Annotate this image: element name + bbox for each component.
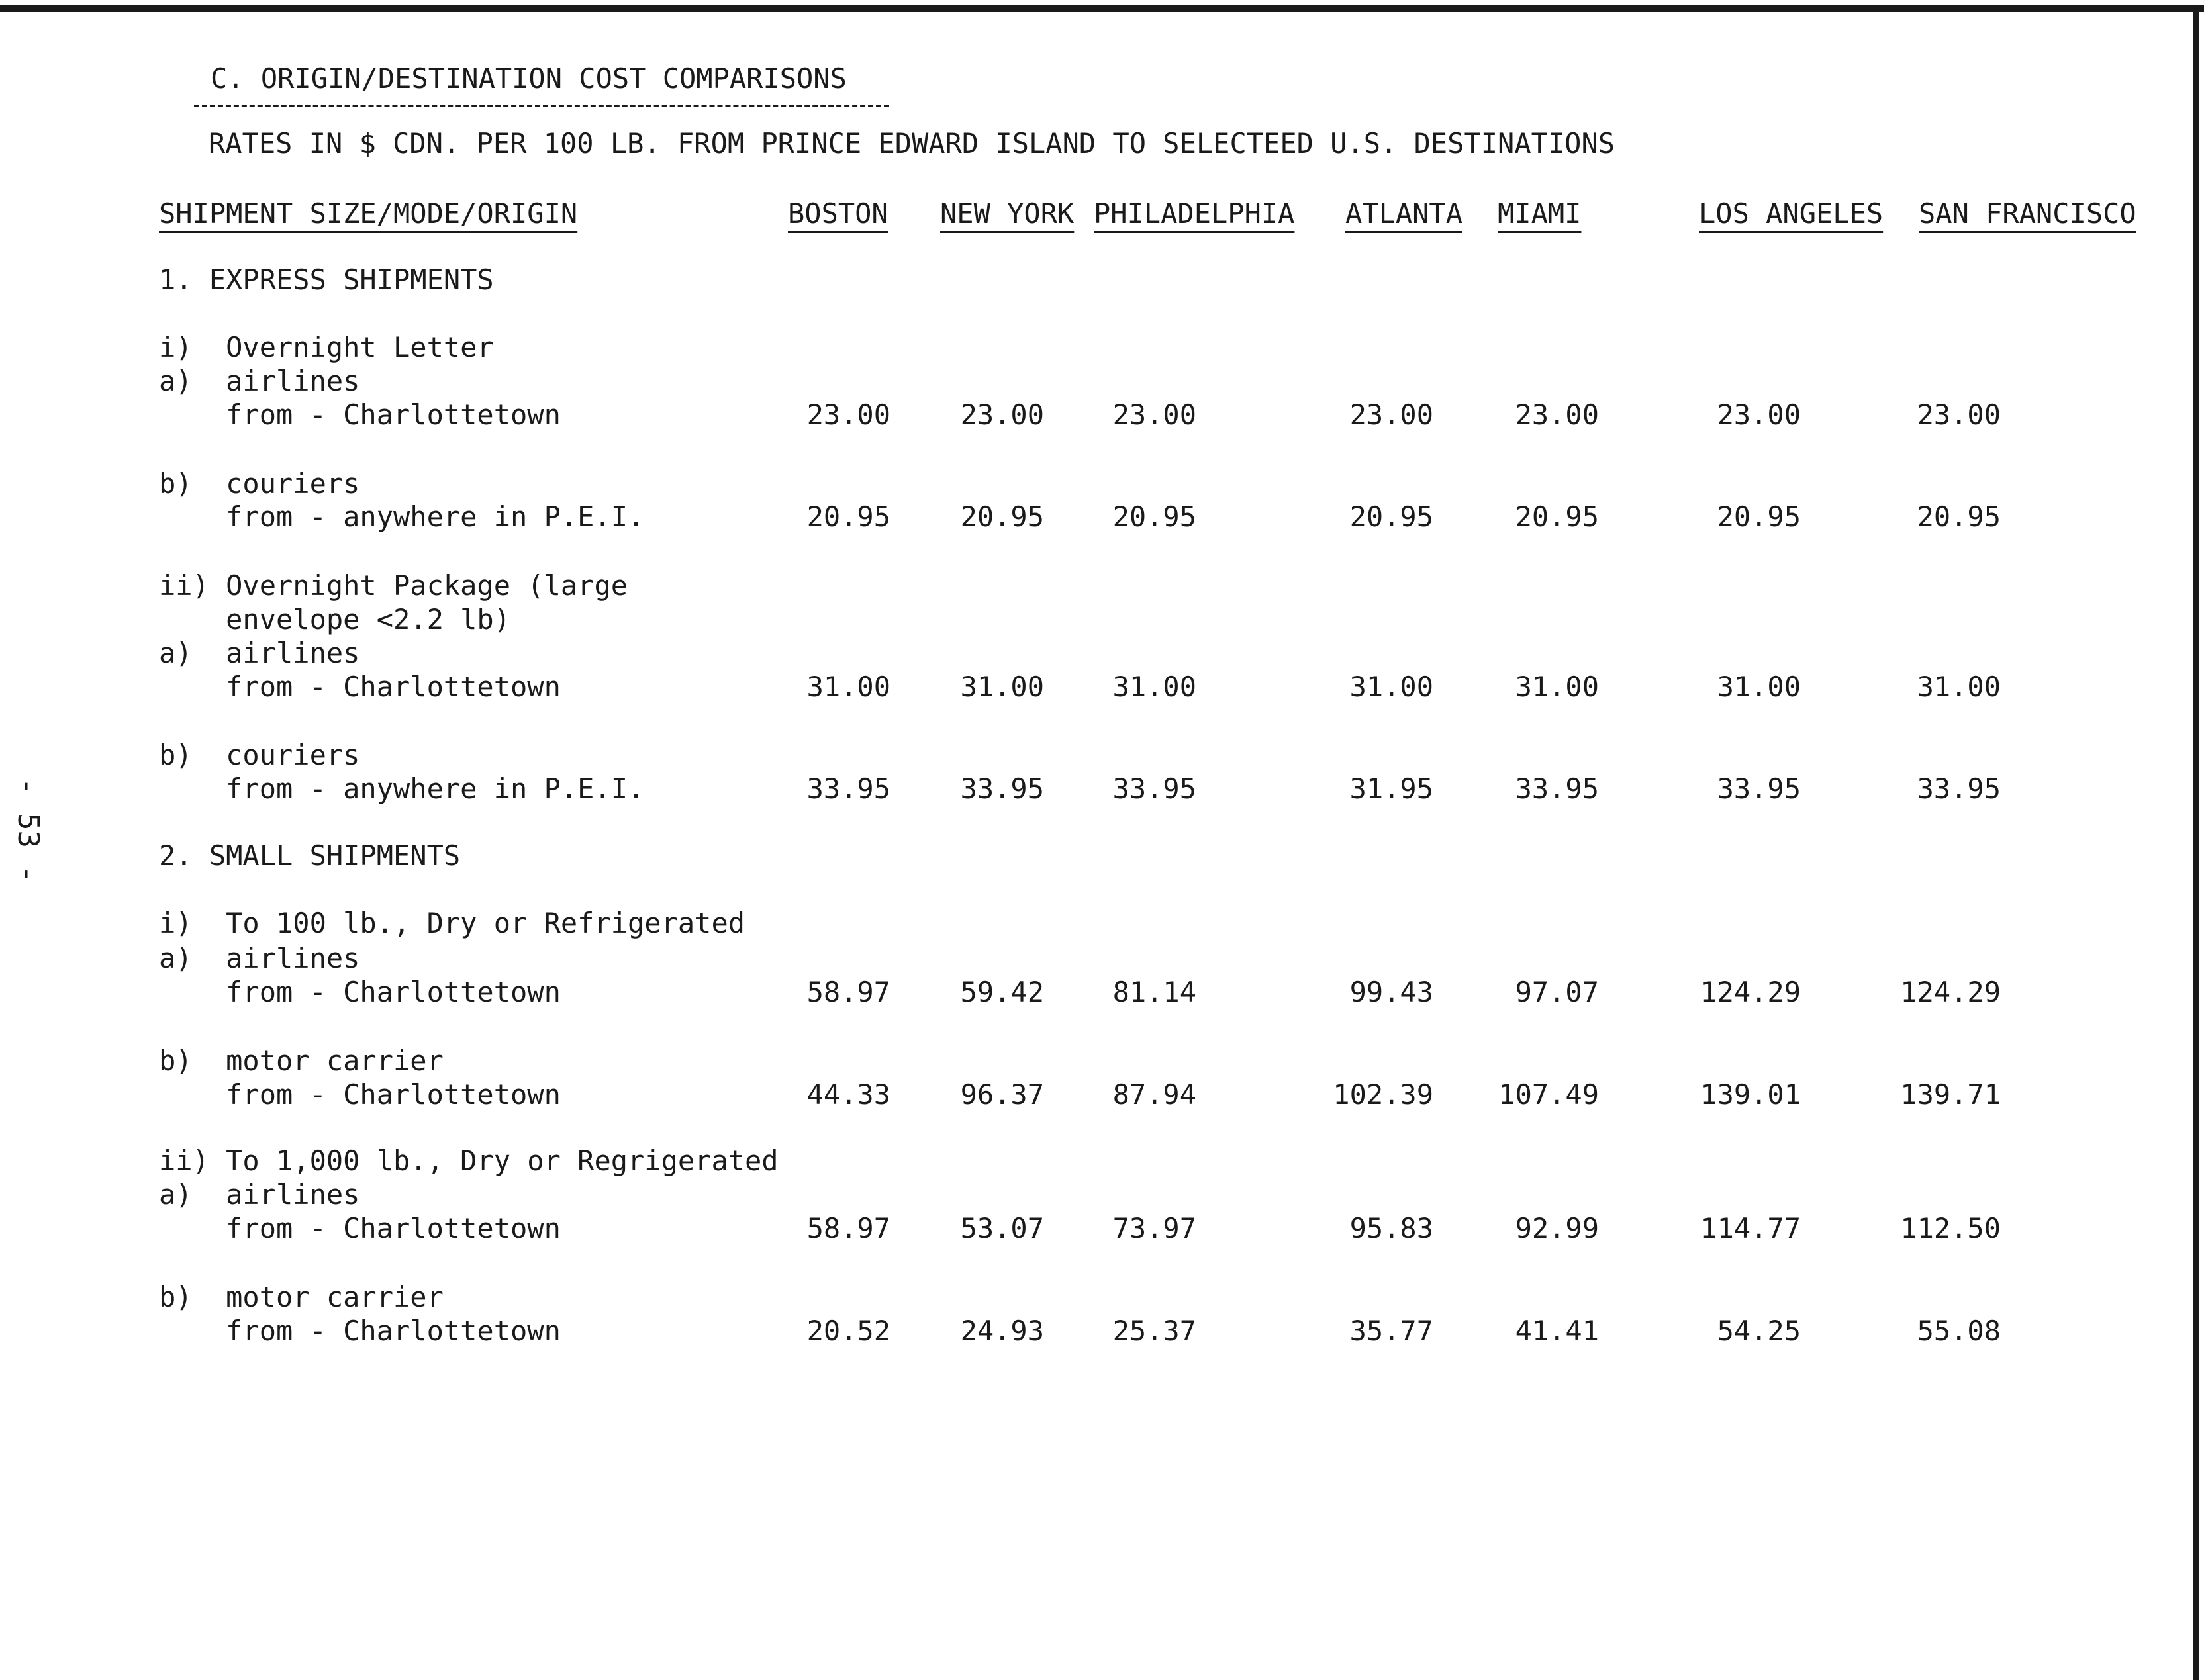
rate-cell: 20.95 [1112,500,1196,533]
rate-cell: 20.95 [960,500,1044,533]
rate-cell: 81.14 [1112,976,1196,1008]
rate-cell: 54.25 [1717,1315,1801,1347]
rate-cell: 139.71 [1900,1078,2001,1111]
rate-cell: 31.00 [960,671,1044,703]
rate-cell: 112.50 [1900,1212,2001,1244]
rate-cell: 97.07 [1515,976,1599,1008]
rate-cell: 73.97 [1112,1212,1196,1244]
title-underline [194,105,889,107]
rate-cell: 96.37 [960,1078,1044,1111]
row-label: a) airlines [159,637,360,669]
right-border-line [2193,5,2199,1680]
rate-cell: 31.00 [1717,671,1801,703]
row-label: b) motor carrier [159,1281,444,1313]
row-label: from - Charlottetown [159,398,561,431]
rate-cell: 31.00 [1917,671,2001,703]
page-subtitle: RATES IN $ CDN. PER 100 LB. FROM PRINCE EDWARD ISLAND TO SELECTEED U.S. DESTINATIONS [209,127,1615,160]
rate-cell: 31.00 [1349,671,1433,703]
header-boston: BOSTON [788,197,888,230]
header-san-francisco: SAN FRANCISCO [1919,197,2136,230]
rate-cell: 124.29 [1700,976,1801,1008]
rate-cell: 31.00 [1515,671,1599,703]
rate-cell: 35.77 [1349,1315,1433,1347]
rate-cell: 58.97 [806,1212,890,1244]
row-label: from - Charlottetown [159,1078,561,1111]
page-number: - 53 - [11,778,45,883]
row-label: b) motor carrier [159,1045,444,1077]
row-label: from - Charlottetown [159,976,561,1008]
rate-cell: 99.43 [1349,976,1433,1008]
rate-cell: 124.29 [1900,976,2001,1008]
header-atlanta: ATLANTA [1345,197,1463,230]
rate-cell: 139.01 [1700,1078,1801,1111]
rate-cell: 24.93 [960,1315,1044,1347]
header-philadelphia: PHILADELPHIA [1094,197,1295,230]
rate-cell: 20.95 [1515,500,1599,533]
header-miami: MIAMI [1498,197,1582,230]
page-title: C. ORIGIN/DESTINATION COST COMPARISONS [211,62,847,95]
rate-cell: 31.00 [1112,671,1196,703]
rate-cell: 55.08 [1917,1315,2001,1347]
row-label: ii) Overnight Package (large [159,569,628,602]
rate-cell: 33.95 [1515,772,1599,805]
row-label: from - anywhere in P.E.I. [159,772,645,805]
row-label: from - Charlottetown [159,1315,561,1347]
section-small: 2. SMALL SHIPMENTS [159,839,461,872]
row-label: envelope <2.2 lb) [159,603,511,635]
rate-cell: 23.00 [1917,398,2001,431]
rate-cell: 23.00 [806,398,890,431]
rate-cell: 23.00 [1349,398,1433,431]
rate-cell: 33.95 [1717,772,1801,805]
rate-cell: 59.42 [960,976,1044,1008]
rate-cell: 20.95 [1349,500,1433,533]
row-label: from - Charlottetown [159,1212,561,1244]
row-label: i) To 100 lb., Dry or Refrigerated [159,907,745,939]
rate-cell: 107.49 [1498,1078,1599,1111]
rate-cell: 41.41 [1515,1315,1599,1347]
row-label: a) airlines [159,942,360,974]
rate-cell: 20.95 [1717,500,1801,533]
top-border-line [0,5,2204,12]
row-label: b) couriers [159,467,360,500]
rate-cell: 92.99 [1515,1212,1599,1244]
rate-cell: 33.95 [960,772,1044,805]
rate-cell: 20.95 [806,500,890,533]
rate-cell: 33.95 [806,772,890,805]
rate-cell: 23.00 [1112,398,1196,431]
row-label: ii) To 1,000 lb., Dry or Regrigerated [159,1144,779,1177]
rate-cell: 23.00 [1717,398,1801,431]
row-label: a) airlines [159,365,360,397]
row-label: a) airlines [159,1178,360,1211]
rate-cell: 20.52 [806,1315,890,1347]
rate-cell: 58.97 [806,976,890,1008]
rate-cell: 114.77 [1700,1212,1801,1244]
header-shipment-size: SHIPMENT SIZE/MODE/ORIGIN [159,197,578,230]
row-label: b) couriers [159,739,360,771]
rate-cell: 25.37 [1112,1315,1196,1347]
rate-cell: 23.00 [1515,398,1599,431]
rate-cell: 102.39 [1333,1078,1433,1111]
rate-cell: 95.83 [1349,1212,1433,1244]
rate-cell: 23.00 [960,398,1044,431]
rate-cell: 31.95 [1349,772,1433,805]
rate-cell: 53.07 [960,1212,1044,1244]
rate-cell: 44.33 [806,1078,890,1111]
rate-cell: 20.95 [1917,500,2001,533]
row-label: i) Overnight Letter [159,331,494,363]
section-express: 1. EXPRESS SHIPMENTS [159,263,494,296]
rate-cell: 31.00 [806,671,890,703]
rate-cell: 33.95 [1112,772,1196,805]
rate-cell: 87.94 [1112,1078,1196,1111]
rate-cell: 33.95 [1917,772,2001,805]
header-los-angeles: LOS ANGELES [1699,197,1884,230]
row-label: from - Charlottetown [159,671,561,703]
row-label: from - anywhere in P.E.I. [159,500,645,533]
header-new-york: NEW YORK [940,197,1075,230]
